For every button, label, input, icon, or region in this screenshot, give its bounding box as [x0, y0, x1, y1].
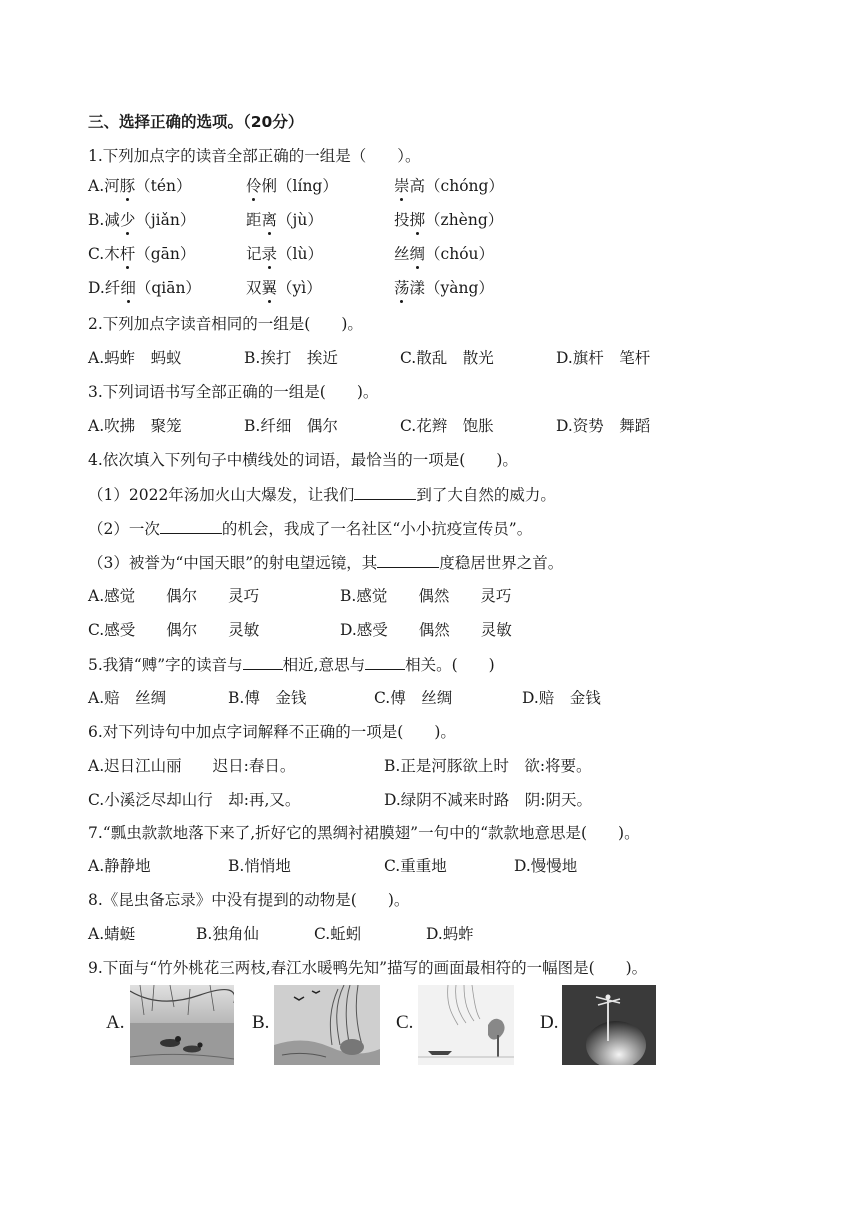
q6-option-a: A.迟日江山丽 迟日:春日。 [88, 757, 296, 775]
blank-line [243, 654, 283, 670]
q5-option-c: C.傅 丝绸 [374, 689, 453, 707]
q2-option-c: C.散乱 散光 [400, 349, 494, 367]
q4-option-b: B.感觉 偶然 灵巧 [340, 587, 512, 605]
q4-option-d: D.感受 偶然 灵敏 [340, 621, 512, 639]
q4-option-a: A.感觉 偶尔 灵巧 [88, 587, 260, 605]
q9-label-d: D. [540, 1012, 559, 1033]
q3-option-c: C.花辫 饱胀 [400, 417, 494, 435]
exam-page: 三、选择正确的选项。（20分） 1.下列加点字的读音全部正确的一组是（ ）。 A.河豚（tén） 伶俐（líng） 崇高（chóng） B.减少（jiǎn） 距离（jù） 投掷（zhèng） C.木杆（gān） 记录（lù） 丝绸（chóu） D.纤细（qiān） 双翼（yì） 荡漾（yàng） 2.下列加点字读音相同的一组是( )。 A.蚂蚱 蚂蚁 B.挨打 挨近 C.散乱 散光 D.旗杆 笔杆 3.下列词语书写全部正确的一组是( )。 A.吹拂 聚笼 B.纤细 偶尔 C.花辫 饱胀 D.资势 舞蹈 4.依次填入下列句子中横线处的词语，最恰当的一项是( )。 （1）2022年汤加火山大爆发，让我们 到了大自然的威力。 （2）一次 的机会，我成了一名社区“小小抗疫宣传员”。 （3）被誉为“中国天眼”的射电望远镜，其 度稳居世界之首。 A.感觉 偶尔 灵巧 B.感觉 偶然 灵巧 C.感受 偶尔 灵敏 D.感受 偶然 灵敏 5.我猜“赙”字的读音与 相近,意思与 相关。( ) A.赔 丝绸 B.傅 金钱 C.傅 丝绸 D.赔 金钱 6.对下列诗句中加点字词解释不正确的一项是( )。 A.迟日江山丽 迟日:春日。 B.正是河豚欲上时 欲:将要。 C.小溪泛尽却山行 却:再,又。 D.绿阴不减来时路 阴:阴天。 7.“瓢虫款款地落下来了,折好它的黑绸衬裙膜翅”一句中的“款款地意思是( )。 A.静静地 B.悄悄地 C.重重地 D.慢慢地 8.《昆虫备忘录》中没有提到的动物是( )。 A.蜻蜓 B.独角仙 C.蚯蚓 D.蚂蚱 9.下面与“竹外桃花三两枝,春江水暖鸭先知”描写的画面最相符的一幅图是( )。 A. B. C. D. [0, 0, 860, 1216]
blank-line [365, 654, 405, 670]
dotted-char: 离 [261, 211, 278, 229]
dotted-char: 荡 [394, 279, 410, 297]
q2-option-a: A.蚂蚱 蚂蚁 [88, 349, 182, 367]
q7-stem: 7.“瓢虫款款地落下来了,折好它的黑绸衬裙膜翅”一句中的“款款地意思是( )。 [88, 824, 640, 842]
q8-stem: 8.《昆虫备忘录》中没有提到的动物是( )。 [88, 891, 410, 909]
q7-option-c: C.重重地 [384, 857, 447, 875]
q3-option-b: B.纤细 偶尔 [244, 417, 338, 435]
q7-option-a: A.静静地 [88, 857, 151, 875]
dotted-char: 绸 [409, 245, 426, 263]
q8-option-a: A.蜻蜓 [88, 925, 136, 943]
dotted-char: 伶 [246, 177, 262, 195]
dotted-char: 细 [120, 279, 136, 297]
q8-option-c: C.蚯蚓 [314, 925, 362, 943]
q5-stem: 5.我猜“赙”字的读音与 相近,意思与 相关。( ) [88, 656, 495, 674]
q6-option-d: D.绿阴不减来时路 阴:阴天。 [384, 791, 593, 809]
q5-option-b: B.傅 金钱 [228, 689, 307, 707]
dotted-char: 翼 [261, 279, 278, 297]
q7-option-b: B.悄悄地 [228, 857, 291, 875]
river-boat-picture [418, 985, 514, 1065]
q3-option-a: A.吹拂 聚笼 [88, 417, 182, 435]
section-title: 三、选择正确的选项。（20分） [88, 113, 304, 131]
q6-stem: 6.对下列诗句中加点字词解释不正确的一项是( )。 [88, 723, 456, 741]
q5-option-d: D.赔 金钱 [522, 689, 601, 707]
q4-option-c: C.感受 偶尔 灵敏 [88, 621, 260, 639]
dragonfly-lotus-picture [562, 985, 656, 1065]
dotted-char: 少 [119, 211, 136, 229]
ducks-pond-picture [130, 985, 234, 1065]
blank-line [354, 484, 416, 500]
dotted-char: 录 [261, 245, 278, 263]
dotted-char: 豚 [119, 177, 136, 195]
q9-label-a: A. [106, 1012, 125, 1033]
q8-option-b: B.独角仙 [196, 925, 259, 943]
blank-line [377, 552, 439, 568]
dotted-char: 杆 [119, 245, 136, 263]
q1-stem: 1.下列加点字的读音全部正确的一组是（ ）。 [88, 147, 421, 165]
q7-option-d: D.慢慢地 [514, 857, 578, 875]
q2-option-b: B.挨打 挨近 [244, 349, 338, 367]
q4-stem: 4.依次填入下列句子中横线处的词语，最恰当的一项是( )。 [88, 451, 518, 469]
q3-option-d: D.资势 舞蹈 [556, 417, 651, 435]
q2-option-d: D.旗杆 笔杆 [556, 349, 651, 367]
q9-label-b: B. [252, 1012, 270, 1033]
q9-label-c: C. [396, 1012, 414, 1033]
blank-line [160, 518, 222, 534]
q5-option-a: A.赔 丝绸 [88, 689, 167, 707]
q3-stem: 3.下列词语书写全部正确的一组是( )。 [88, 383, 379, 401]
q9-picture-options [100, 985, 680, 1070]
q4-sentence-3: （3）被誉为“中国天眼”的射电望远镜，其 度稳居世界之首。 [88, 554, 564, 572]
q2-stem: 2.下列加点字读音相同的一组是( )。 [88, 315, 363, 333]
q6-option-b: B.正是河豚欲上时 欲:将要。 [384, 757, 592, 775]
q6-option-c: C.小溪泛尽却山行 却:再,又。 [88, 791, 301, 809]
q9-stem: 9.下面与“竹外桃花三两枝,春江水暖鸭先知”描写的画面最相符的一幅图是( )。 [88, 959, 648, 977]
willow-swallows-picture [274, 985, 380, 1065]
q8-option-d: D.蚂蚱 [426, 925, 474, 943]
q4-sentence-2: （2）一次 的机会，我成了一名社区“小小抗疫宣传员”。 [88, 520, 533, 538]
q4-sentence-1: （1）2022年汤加火山大爆发，让我们 到了大自然的威力。 [88, 486, 556, 504]
dotted-char: 掷 [409, 211, 426, 229]
dotted-char: 崇 [394, 177, 410, 195]
